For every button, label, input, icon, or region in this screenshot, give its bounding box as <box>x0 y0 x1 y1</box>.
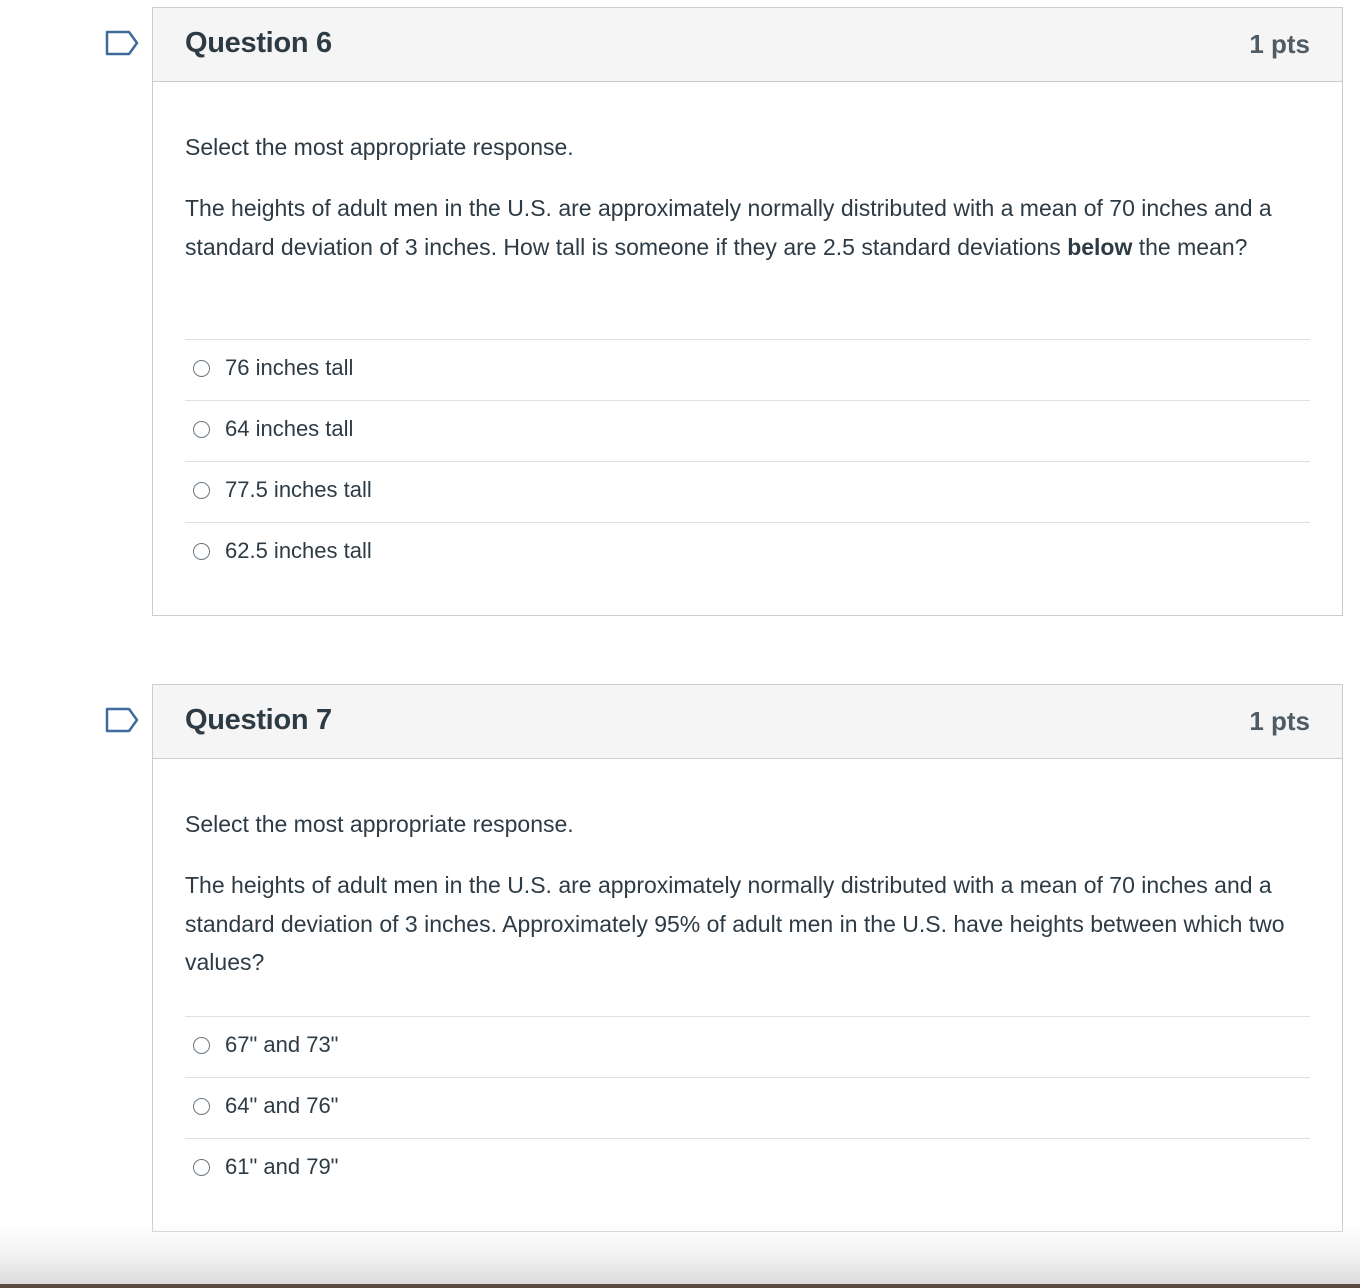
question-header <box>153 685 1342 759</box>
answer-list <box>185 1016 1310 1199</box>
question-prompt: Select the most appropriate response. <box>185 811 574 837</box>
radio-button[interactable] <box>193 360 210 377</box>
answer-option[interactable] <box>185 523 1310 583</box>
radio-button[interactable] <box>193 482 210 499</box>
answer-option[interactable] <box>185 1139 1310 1199</box>
answer-label: 76 inches tall <box>225 355 354 380</box>
question-prompt: Select the most appropriate response. <box>185 134 574 160</box>
answer-label: 64" and 76" <box>225 1093 339 1118</box>
answer-label: 61" and 79" <box>225 1154 339 1179</box>
question-text <box>185 189 1310 266</box>
radio-button[interactable] <box>193 543 210 560</box>
question-title: Question 7 <box>185 704 332 736</box>
question-text-part: The heights of adult men in the U.S. are approximately normally distributed with a mean of 70 inches and a standard deviation of 3 inches. Approximately 95% of adult men in the U.S. have heights between which two values? <box>185 872 1285 975</box>
question-body <box>185 759 1310 1179</box>
question-title: Question 6 <box>185 27 332 59</box>
answer-label: 62.5 inches tall <box>225 538 372 563</box>
answer-label: 64 inches tall <box>225 416 354 441</box>
question-body <box>185 82 1310 563</box>
question-points: 1 pts <box>1249 29 1310 59</box>
question-card-6 <box>152 7 1343 616</box>
flag-question-icon[interactable] <box>105 30 139 56</box>
question-card-7 <box>152 684 1343 1232</box>
answer-option[interactable] <box>185 340 1310 401</box>
radio-button[interactable] <box>193 1159 210 1176</box>
answer-option[interactable] <box>185 1017 1310 1078</box>
answer-option[interactable] <box>185 1078 1310 1139</box>
radio-button[interactable] <box>193 1037 210 1054</box>
answer-label: 77.5 inches tall <box>225 477 372 502</box>
question-text-emphasis: below <box>1067 233 1133 260</box>
answer-list <box>185 339 1310 583</box>
window-bottom-shadow <box>0 1222 1360 1284</box>
question-points: 1 pts <box>1249 706 1310 736</box>
question-text <box>185 866 1310 982</box>
question-header <box>153 8 1342 82</box>
answer-option[interactable] <box>185 401 1310 462</box>
answer-option[interactable] <box>185 462 1310 523</box>
flag-question-icon[interactable] <box>105 707 139 733</box>
question-text-part: the mean? <box>1132 233 1248 260</box>
question-text-part: The heights of adult men in the U.S. are approximately normally distributed with a mean of 70 inches and a standard deviation of 3 inches. How tall is someone if they are 2.5 standard deviations <box>185 195 1272 260</box>
radio-button[interactable] <box>193 421 210 438</box>
window-bottom-edge <box>0 1284 1360 1288</box>
radio-button[interactable] <box>193 1098 210 1115</box>
answer-label: 67" and 73" <box>225 1032 339 1057</box>
